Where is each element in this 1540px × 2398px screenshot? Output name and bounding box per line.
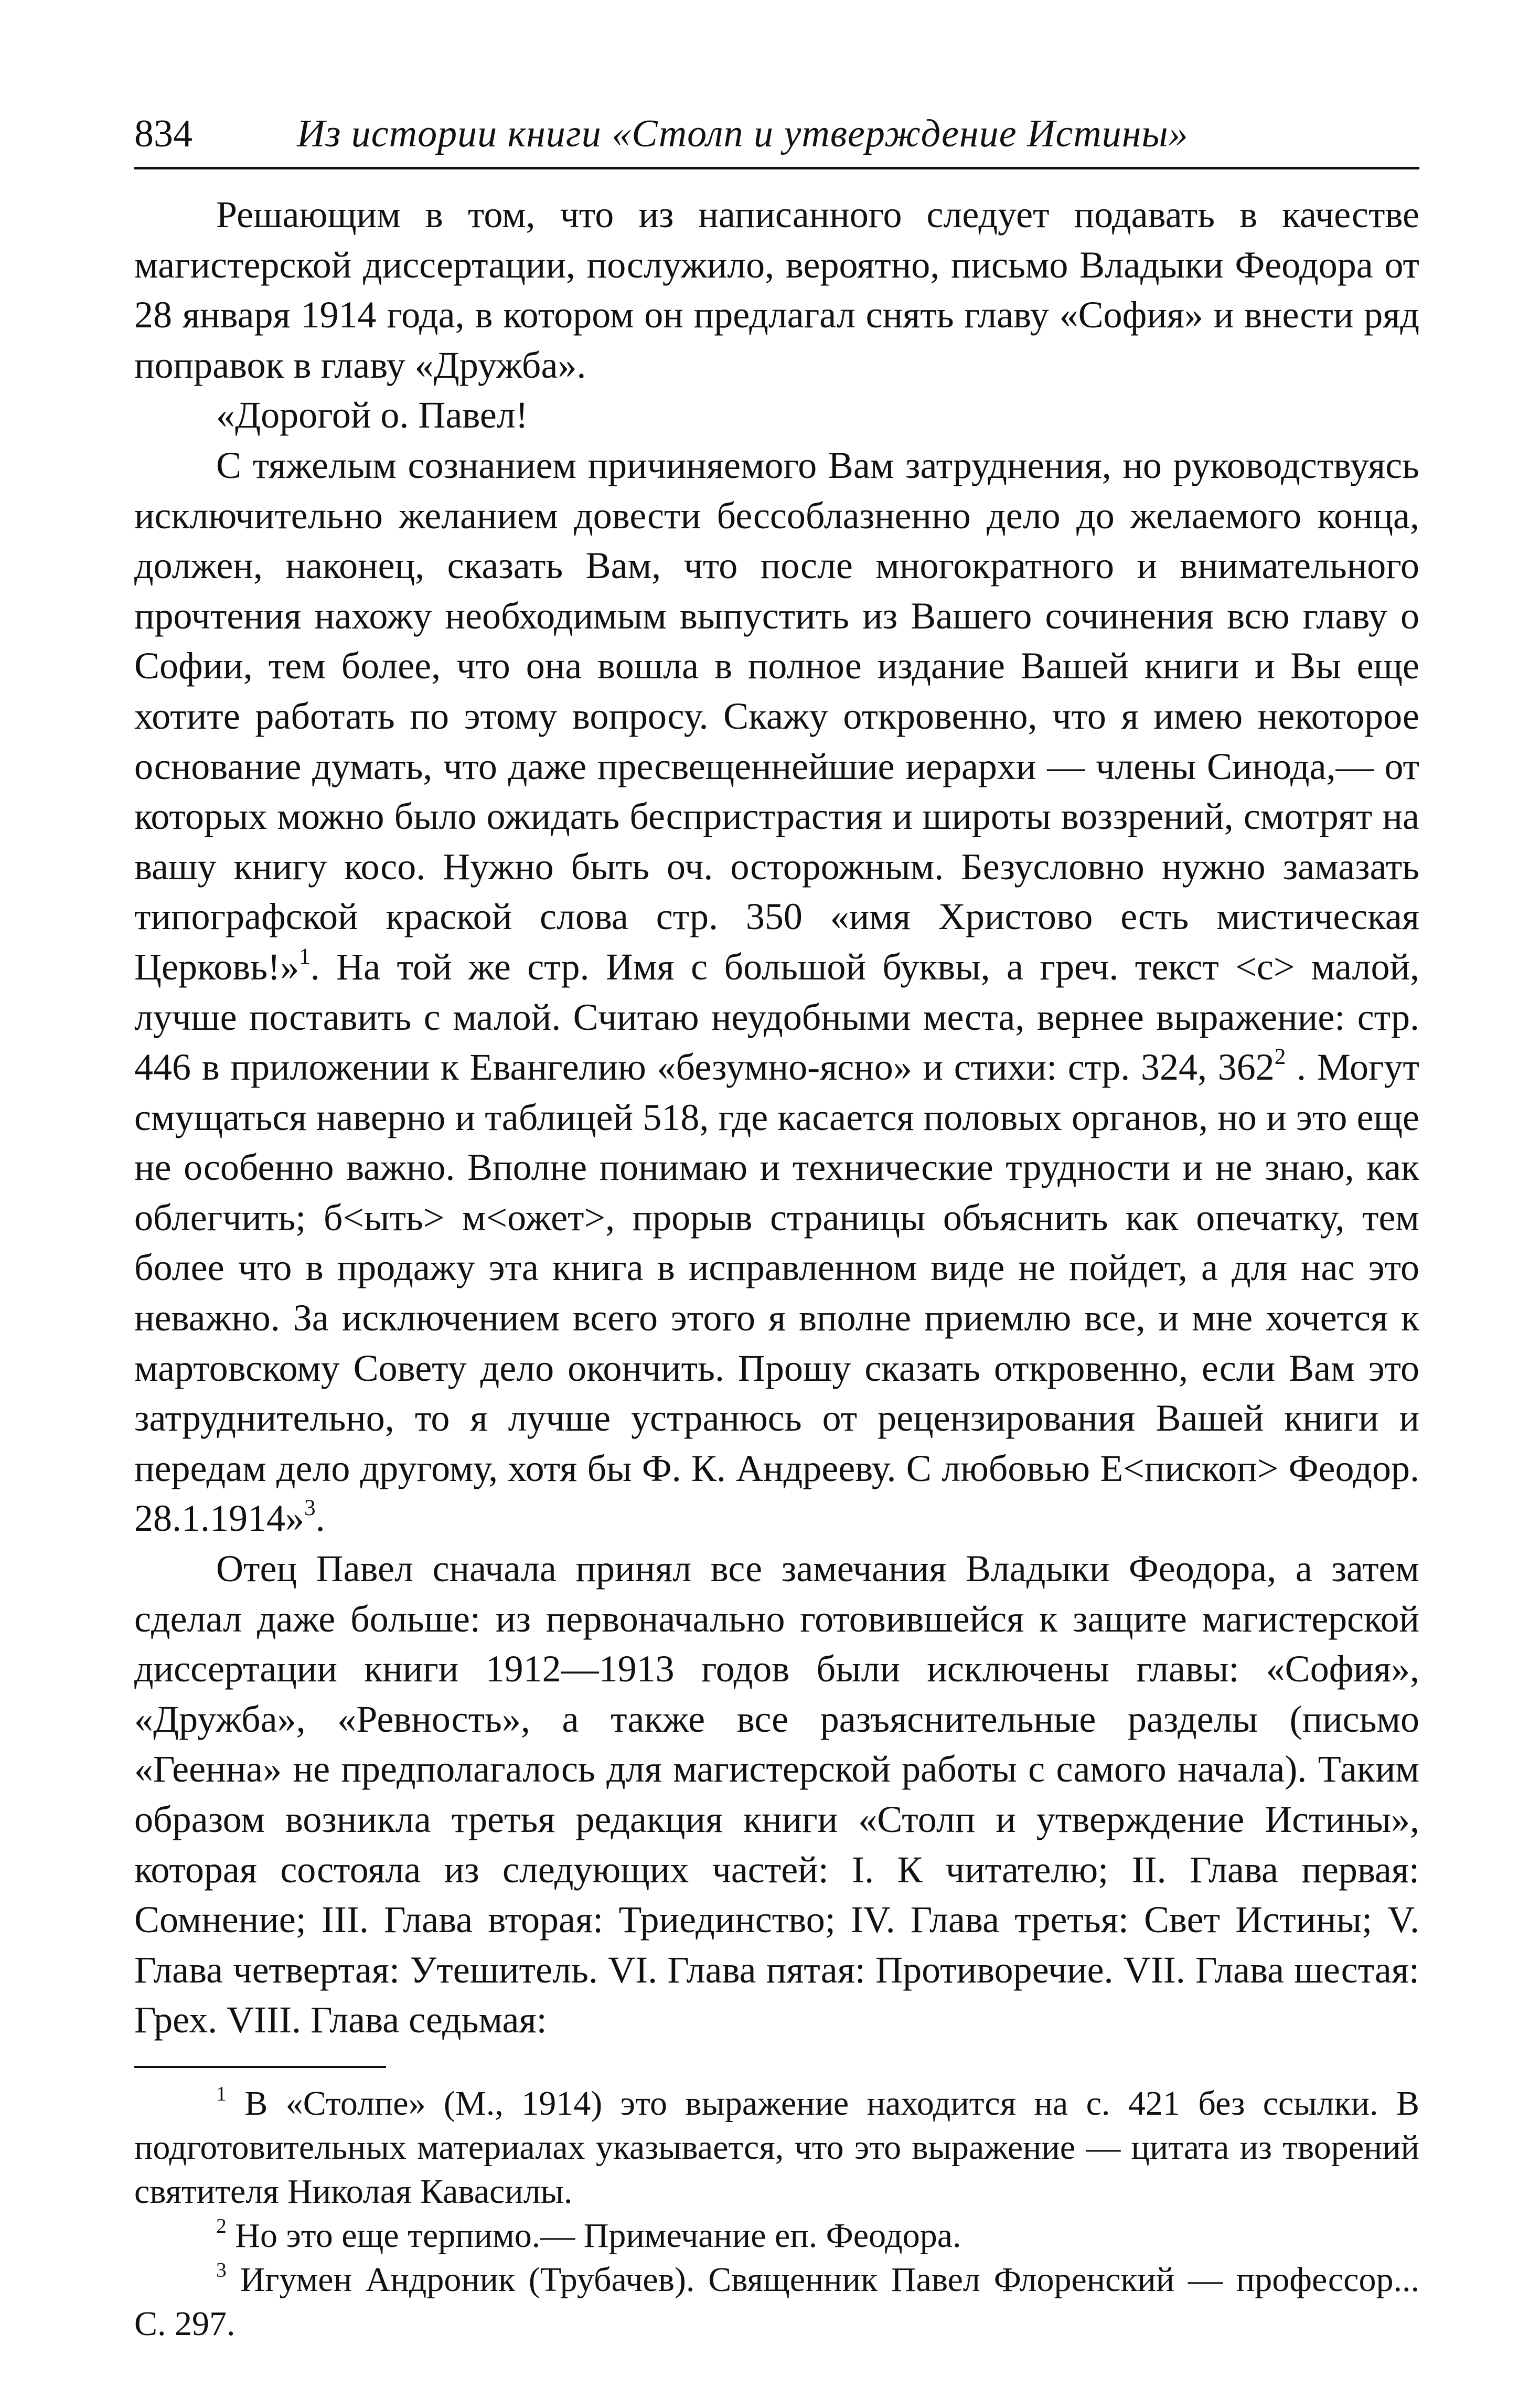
running-header — [134, 105, 1419, 163]
footnote — [134, 2214, 1419, 2258]
footnote — [134, 2258, 1419, 2346]
footnote-ref: 3 — [304, 1496, 316, 1521]
letter-text-part: . На той же стр. Имя с большой буквы, а греч. текст <с> малой, лучше поставить с малой. Считаю неудобными места, вернее выражение: стр. 446 в приложении к Евангелию «безумно-ясно» и стихи: стр. 324, 362 — [134, 945, 1419, 1089]
footnote-ref: 1 — [299, 944, 311, 969]
footnote — [134, 2082, 1419, 2214]
footnote-mark: 1 — [216, 2082, 227, 2105]
footnote-mark: 2 — [216, 2214, 227, 2237]
page-number: 834 — [134, 112, 192, 155]
footnote-text: В «Столпе» (М., 1914) это выражение находится на с. 421 без ссылки. В подготовительных материалах указывается, что это выражение — цитата из творений святителя Николая Кавасилы. — [134, 2084, 1419, 2211]
letter-text-part: С тяжелым сознанием причиняемого Вам затруднения, но руководствуясь исключительно желанием довести бессоблазненно дело до желаемого конца, должен, наконец, сказать Вам, что после многократного и внимательного прочтения нахожу необходимым выпустить из Вашего сочинения всю главу о Софии, тем более, что она вошла в полное издание Вашей книги и Вы еще хотите работать по этому вопросу. Скажу откровенно, что я имею некоторое основание думать, что даже пресвещеннейшие иерархи — члены Синода,— от которых можно было ожидать беспристрастия и широты воззрений, смотрят на вашу книгу косо. Нужно быть оч. осторожным. Безусловно нужно замазать типографской краской слова стр. 350 «имя Христово есть мистическая Церковь!» — [134, 444, 1419, 988]
running-title: Из истории книги «Столп и утверждение Истины» — [297, 112, 1189, 155]
paragraph: «Дорогой о. Павел! — [216, 394, 528, 436]
footnote-text: Но это еще терпимо.— Примечание еп. Феодора. — [226, 2216, 961, 2255]
footnote-ref: 2 — [1274, 1044, 1286, 1069]
paragraph: Отец Павел сначала принял все замечания Владыки Феодора, а затем сделал даже больше: из первоначально готовившейся к защите магистерской диссертации книги 1912—1913 годов были исключены главы: «София», «Дружба», «Ревность», а также все разъяснительные разделы (письмо «Геенна» не предполагалось для магистерской работы с самого начала). Таким образом возникла третья редакция книги «Столп и утверждение Истины», которая состояла из следующих частей: I. К читателю; II. Глава первая: Сомнение; III. Глава вторая: Триединство; IV. Глава третья: Свет Истины; V. Глава четвертая: Утешитель. VI. Глава пятая: Противоречие. VII. Глава шестая: Грех. VIII. Глава седьмая: — [134, 1548, 1419, 2041]
footnotes — [134, 2082, 1419, 2346]
letter-paragraph — [134, 441, 1419, 1544]
header-rule — [134, 167, 1419, 169]
main-text — [134, 190, 1419, 2045]
footnote-rule — [134, 2066, 386, 2068]
paragraph: Решающим в том, что из написанного следует подавать в качестве магистерской диссертации, послужило, вероятно, письмо Владыки Феодора от 28 января 1914 года, в котором он предлагал снять главу «София» и внести ряд поправок в главу «Дружба». — [134, 194, 1419, 386]
footnote-text: Игумен Андроник (Трубачев). Священник Павел Флоренский — профессор... С. 297. — [134, 2261, 1419, 2343]
letter-text-part: . — [315, 1497, 325, 1540]
footnote-mark: 3 — [216, 2258, 227, 2282]
letter-text-part: . Могут смущаться наверно и таблицей 518, где касается половых органов, но и это еще не особенно важно. Вполне понимаю и технические трудности и не знаю, как облегчить; б<ыть> м<ожет>, прорыв страницы объяснить как опечатку, тем более что в продажу эта книга в исправленном виде не пойдет, а для нас это неважно. За исключением всего этого я вполне приемлю все, и мне хочется к мартовскому Совету дело окончить. Прошу сказать откровенно, если Вам это затруднительно, то я лучше устранюсь от рецензирования Вашей книги и передам дело другому, хотя бы Ф. К. Андрееву. С любовью Е<пископ> Феодор. 28.1.1914» — [134, 1046, 1419, 1540]
